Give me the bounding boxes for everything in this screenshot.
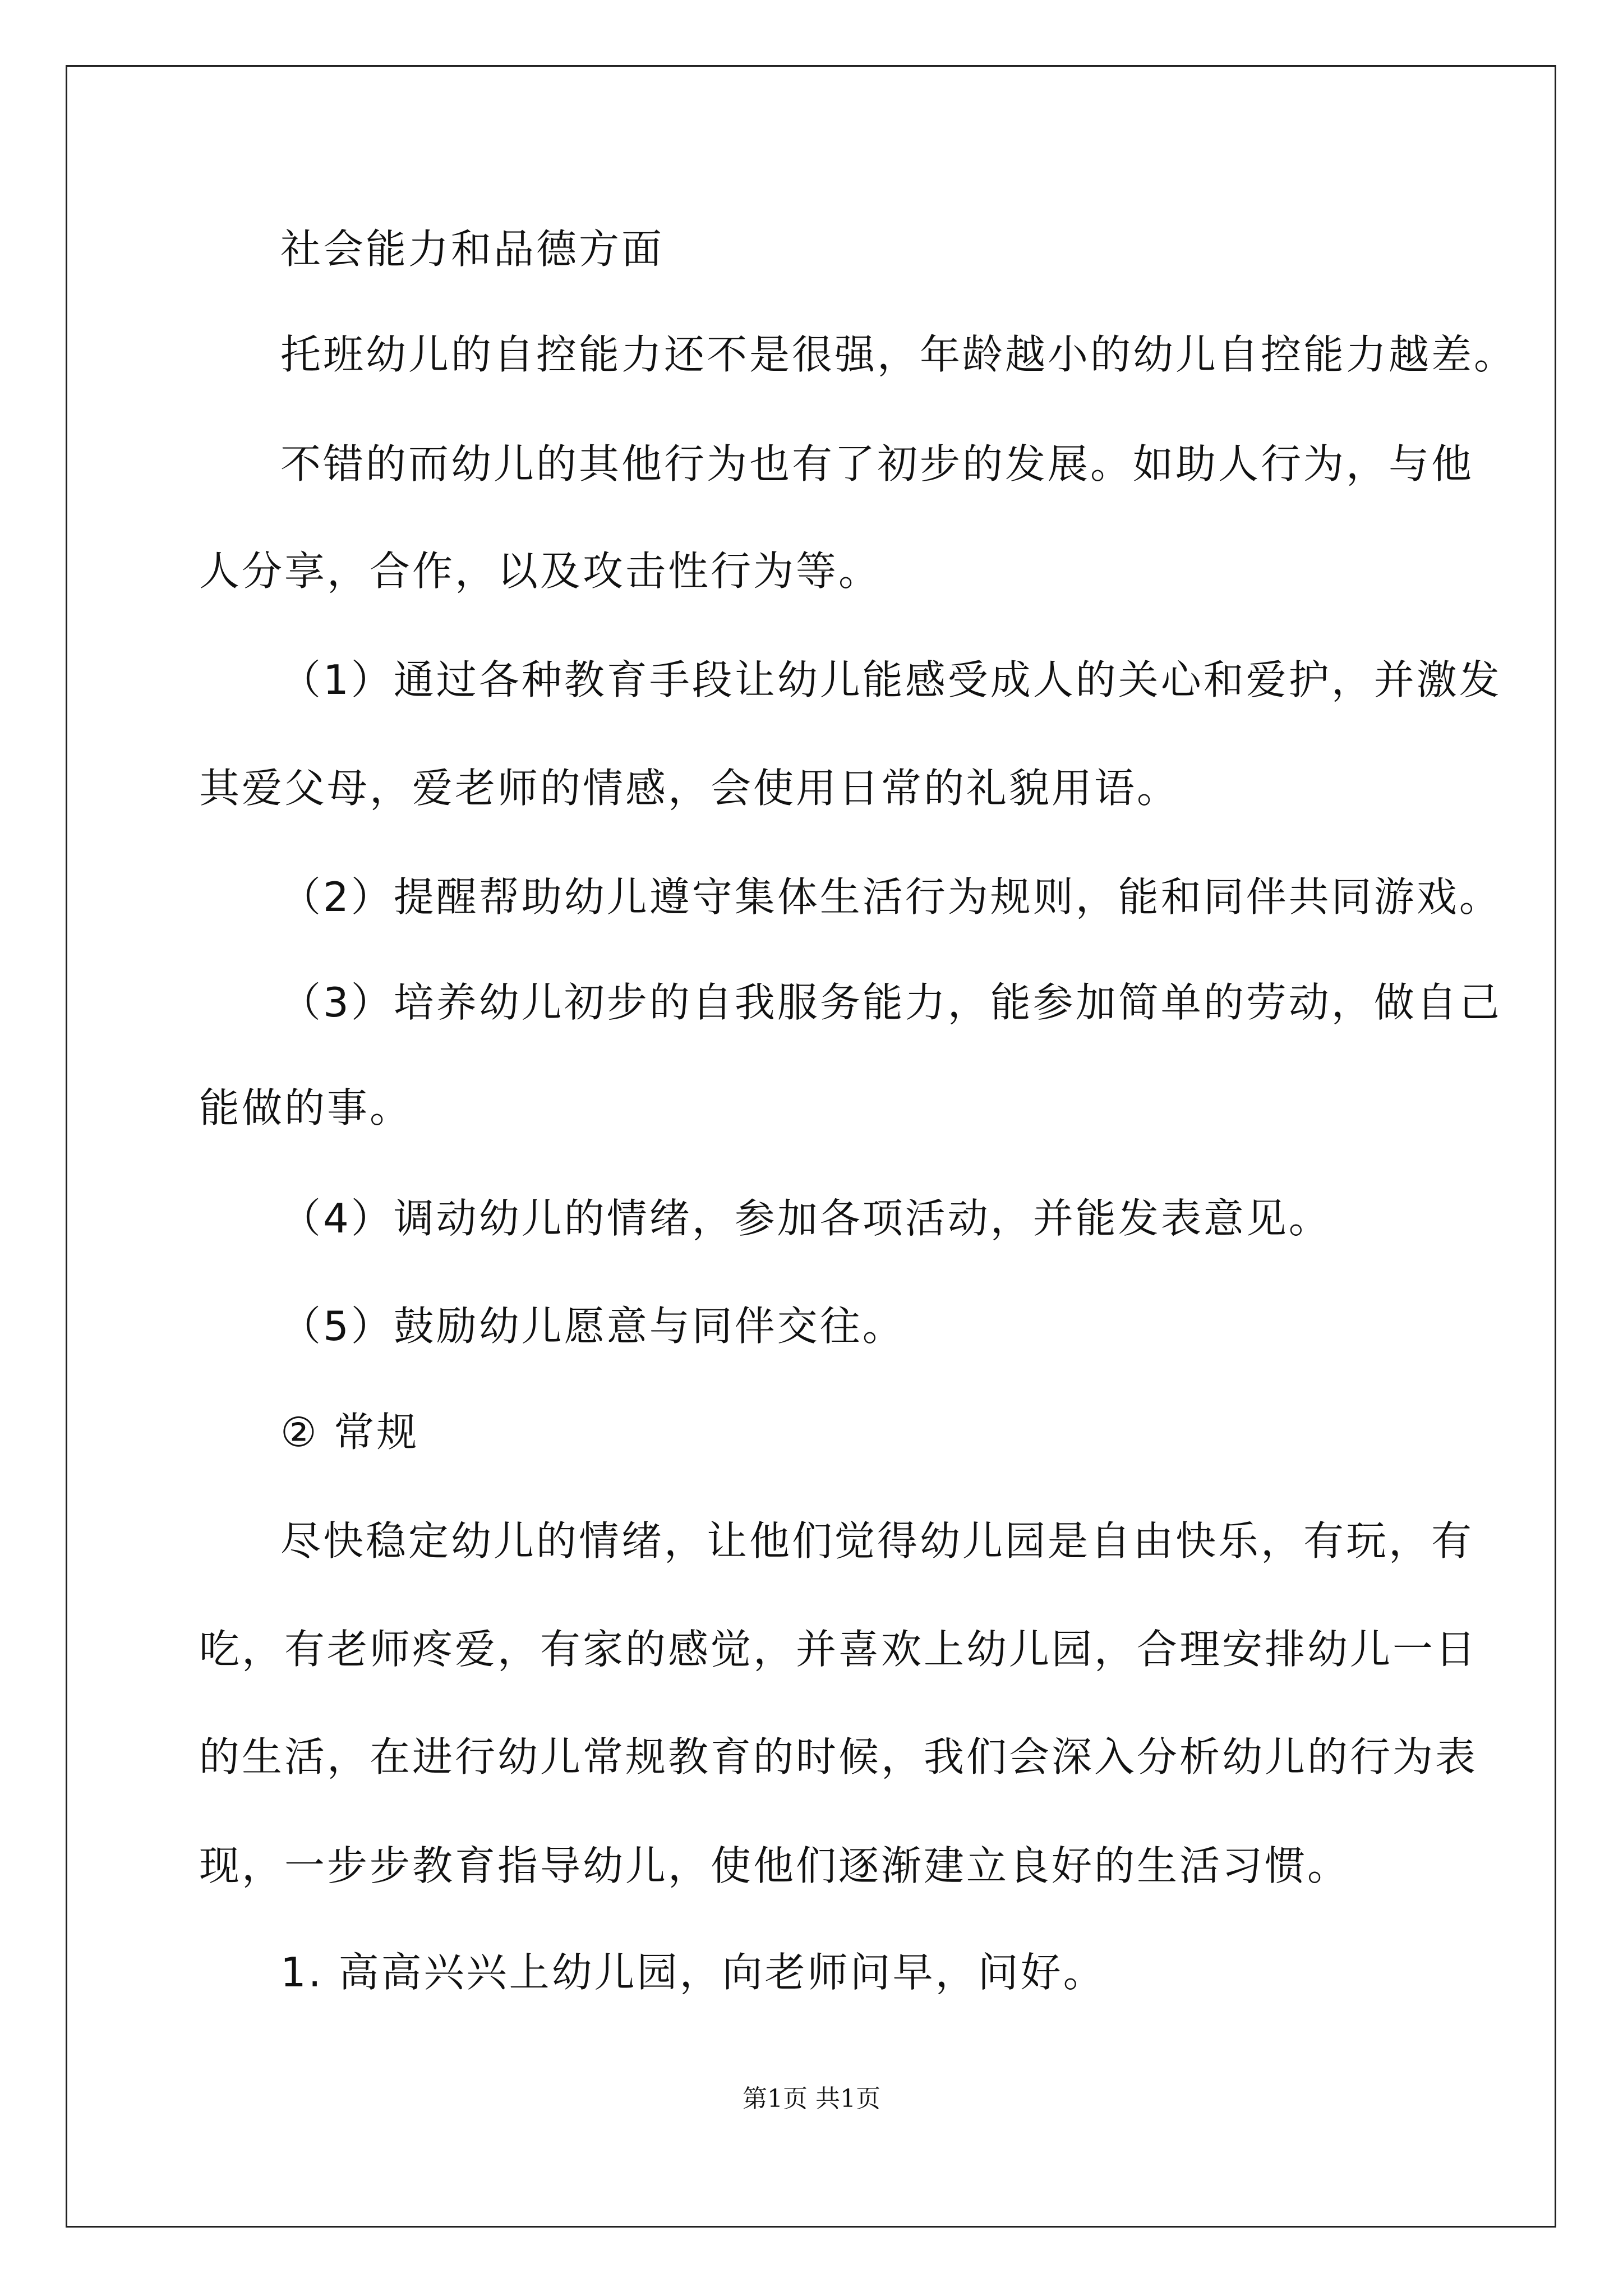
paragraph-line: 的生活，在进行幼儿常规教育的时候，我们会深入分析幼儿的行为表 bbox=[199, 1733, 1478, 1780]
paragraph-line: 尽快稳定幼儿的情绪，让他们觉得幼儿园是自由快乐，有玩，有 bbox=[280, 1517, 1474, 1565]
list-item-line: 其爱父母，爱老师的情感，会使用日常的礼貌用语。 bbox=[199, 765, 1180, 812]
paragraph-line: 人分享，合作，以及攻击性行为等。 bbox=[199, 547, 882, 595]
list-item-line: 1. 高高兴兴上幼儿园，向老师问早，问好。 bbox=[280, 1949, 1106, 1996]
paragraph-line: 不错的而幼儿的其他行为也有了初步的发展。如助人行为，与他 bbox=[280, 440, 1474, 487]
section-heading: 社会能力和品德方面 bbox=[280, 226, 665, 273]
section-heading: ② 常规 bbox=[280, 1409, 419, 1456]
paragraph-line: 现，一步步教育指导幼儿，使他们逐渐建立良好的生活习惯。 bbox=[199, 1842, 1350, 1889]
list-item-line: （1）通过各种教育手段让幼儿能感受成人的关心和爱护，并激发 bbox=[280, 656, 1502, 703]
list-item-line: （5）鼓励幼儿愿意与同伴交往。 bbox=[280, 1303, 905, 1350]
page-border bbox=[66, 65, 1556, 2228]
paragraph-line: 托班幼儿的自控能力还不是很强，年龄越小的幼儿自控能力越差。 bbox=[280, 331, 1517, 378]
list-item-line: （2）提醒帮助幼儿遵守集体生活行为规则，能和同伴共同游戏。 bbox=[280, 873, 1502, 921]
list-item-line: （4）调动幼儿的情绪，参加各项活动，并能发表意见。 bbox=[280, 1195, 1331, 1242]
list-item-line: （3）培养幼儿初步的自我服务能力，能参加简单的劳动，做自己 bbox=[280, 979, 1502, 1026]
page-footer: 第1页 共1页 bbox=[743, 2085, 880, 2113]
paragraph-line: 吃，有老师疼爱，有家的感觉，并喜欢上幼儿园，合理安排幼儿一日 bbox=[199, 1626, 1478, 1673]
list-item-line: 能做的事。 bbox=[199, 1084, 413, 1131]
